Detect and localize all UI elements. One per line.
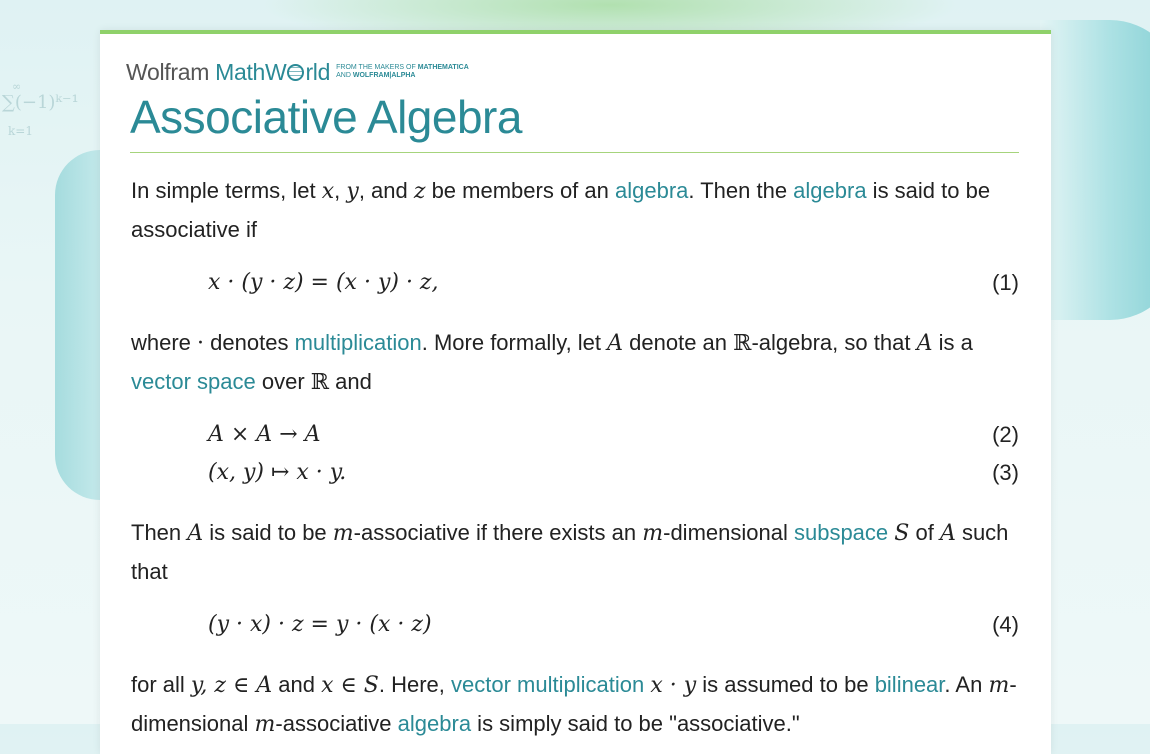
logo-wolfram: Wolfram [126,58,210,85]
equation-4 [208,612,1019,642]
background-formula-sup: ∞ [12,80,22,93]
equation-1 [208,270,1019,300]
equation-4-expression: (y · x) · z = y · (x · z) [208,612,432,637]
link-algebra-2[interactable]: algebra [793,178,867,203]
equation-4-number: (4) [992,612,1019,637]
background-formula: ∑(−1)ᵏ⁻¹ [2,92,79,113]
paragraph-formal: where · denotes multiplication. More formally, let A denote an ℝ-algebra, so that A is a vector space over ℝ and [131,330,973,395]
equation-3-number: (3) [992,460,1019,485]
page-title: Associative Algebra [130,91,522,143]
link-multiplication[interactable]: multiplication [294,330,422,355]
link-subspace[interactable]: subspace [793,520,889,545]
logo-tagline: FROM THE MAKERS OF MATHEMATICA AND WOLFRAM|ALPHA [336,64,469,79]
equation-3-expression: (x, y) ↦ x · y. [208,460,347,485]
link-algebra[interactable]: algebra [615,178,689,203]
title-divider [130,152,1019,153]
globe-icon [287,64,304,81]
background-formula-sub: k=1 [8,124,33,138]
equation-2-number: (2) [992,422,1019,447]
paragraph-bilinear: for all y, z ∈ A and x ∈ S. Here, vector multiplication x · y is assumed to be bilinear. An m-dimensional m-associative algebra is simply said to be "associative." [131,672,1017,737]
background-surface-right [1040,20,1150,320]
paragraph-m-associative: Then A is said to be m-associative if there exists an m-dimensional subspace S of A such that [131,520,1009,584]
equation-1-expression: x · (y · z) = (x · y) · z, [208,270,439,295]
equation-2 [208,422,1019,452]
link-vector-multiplication[interactable]: vector multiplication [451,672,645,697]
link-vector-space[interactable]: vector space [131,369,256,394]
paragraph-intro: In simple terms, let x, y, and z be members of an algebra. Then the algebra is said to be associative if [131,178,991,242]
equation-2-expression: A × A → A [208,422,321,447]
site-logo[interactable] [126,58,469,86]
link-algebra-3[interactable]: algebra [397,711,472,736]
equation-1-number: (1) [992,270,1019,295]
link-bilinear[interactable]: bilinear [874,672,945,697]
equation-3 [208,460,1019,490]
article-card [100,30,1051,754]
logo-mathworld: MathW rld [215,58,331,85]
